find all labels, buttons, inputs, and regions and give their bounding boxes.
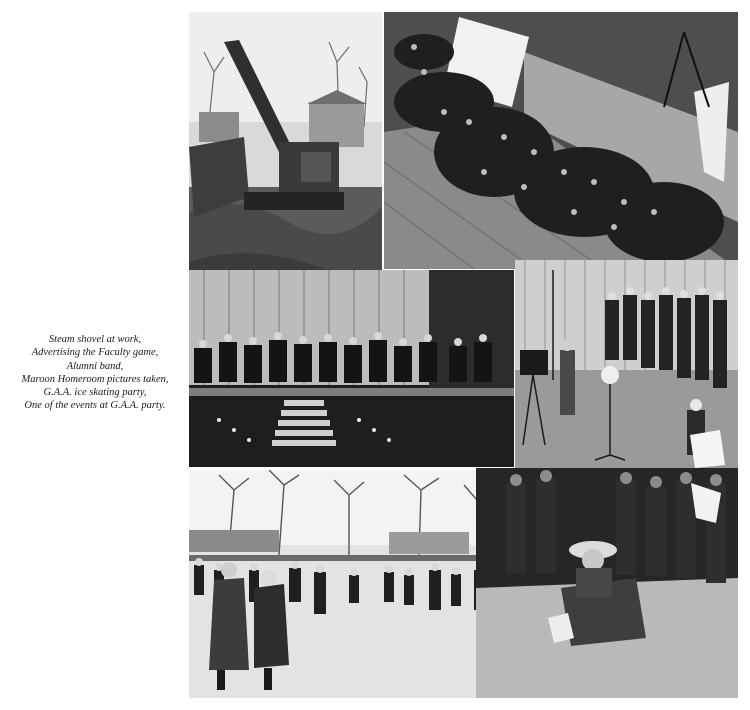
photo-caption: [10, 333, 180, 413]
photo-gaa-party: [476, 468, 738, 698]
caption-line-steam-shovel: Steam shovel at work,: [48, 334, 142, 345]
photo-alumni-band: [189, 270, 514, 467]
caption-line-gaa-party: One of the events at G.A.A. party.: [24, 400, 166, 412]
photo-steam-shovel: [189, 12, 382, 288]
caption-line-alumni-band: Alumni band,: [66, 360, 124, 372]
photo-faculty-game: [384, 12, 738, 269]
caption-line-maroon-homeroom: Maroon Homeroom pictures taken,: [21, 373, 169, 385]
caption-line-faculty-game: Advertising the Faculty game,: [31, 347, 159, 359]
photo-maroon-homeroom: [515, 260, 738, 468]
caption-line-ice-skating: G.A.A. ice skating party,: [43, 387, 147, 399]
